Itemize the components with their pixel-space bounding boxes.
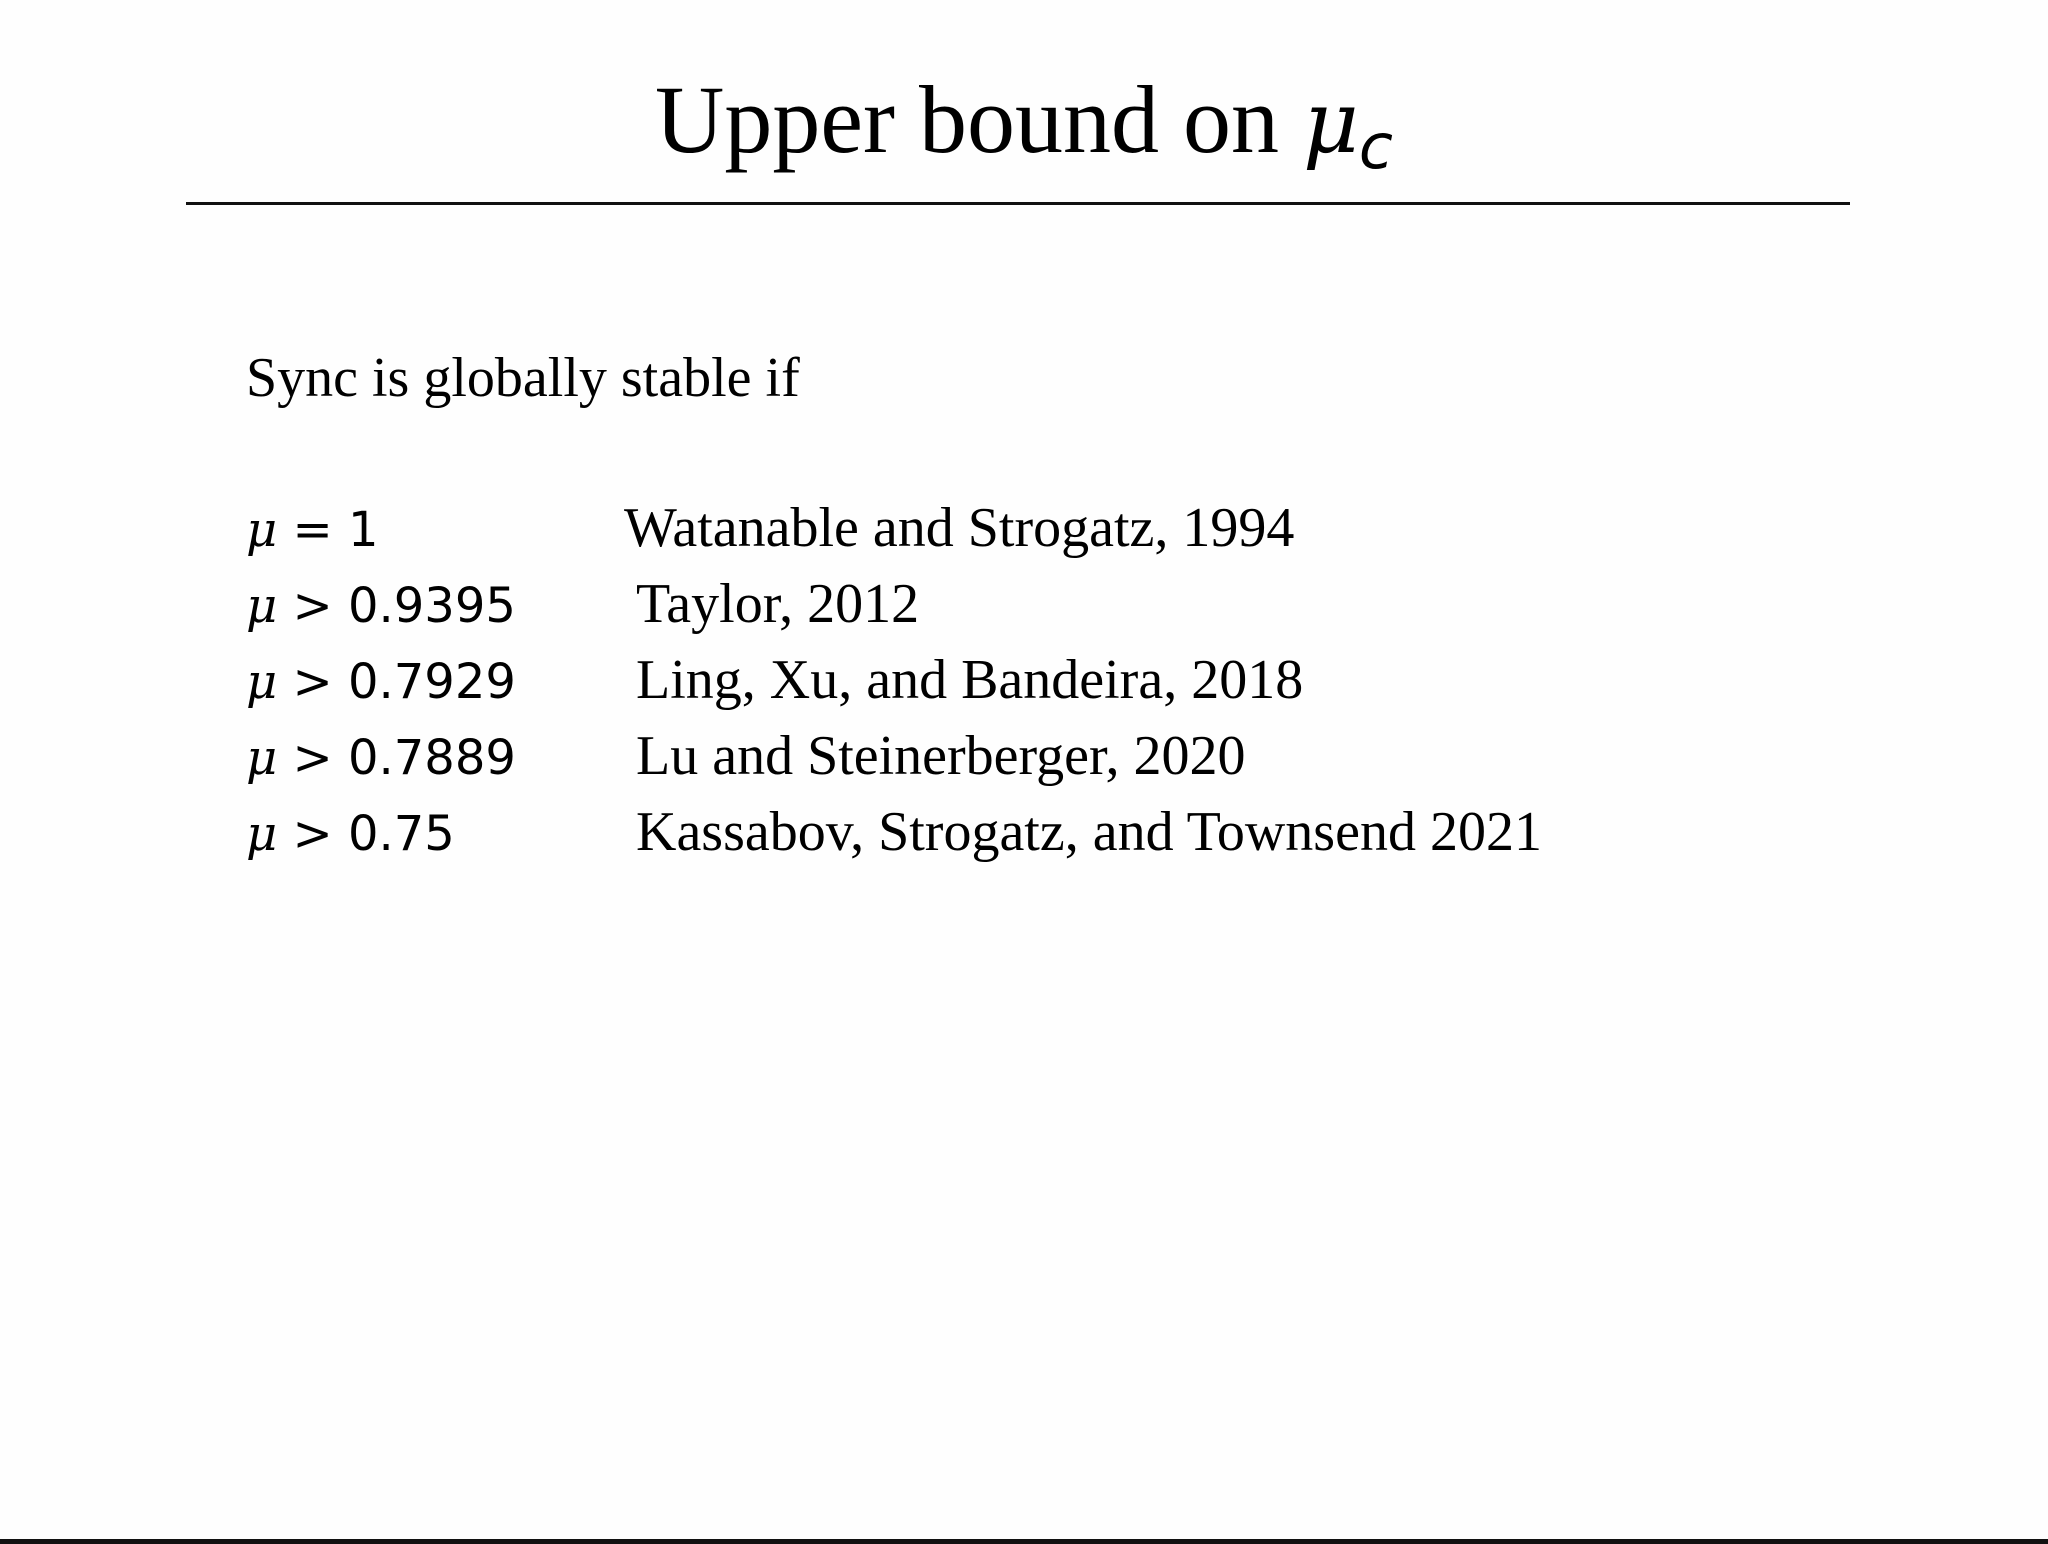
mu-symbol: μ bbox=[246, 730, 278, 786]
slide-title-subscript: c bbox=[1358, 110, 1393, 183]
intro-text: Sync is globally stable if bbox=[246, 347, 800, 409]
result-condition bbox=[246, 568, 516, 644]
result-row bbox=[0, 644, 2048, 720]
condition-value: > 0.75 bbox=[277, 806, 455, 862]
slide-title-text: Upper bound on bbox=[655, 66, 1279, 173]
mu-symbol: μ bbox=[246, 806, 278, 862]
mu-symbol: μ bbox=[246, 578, 278, 634]
result-row bbox=[0, 796, 2048, 872]
slide-title-mu-symbol: μ bbox=[1302, 73, 1359, 173]
condition-value: > 0.7889 bbox=[277, 730, 516, 786]
result-row bbox=[0, 492, 2048, 568]
title-divider bbox=[186, 202, 1850, 205]
bottom-border bbox=[0, 1539, 2048, 1544]
result-row bbox=[0, 720, 2048, 796]
mu-symbol: μ bbox=[246, 502, 278, 558]
condition-value: > 0.7929 bbox=[277, 654, 516, 710]
result-reference: Lu and Steinerberger, 2020 bbox=[636, 725, 1246, 787]
result-reference: Kassabov, Strogatz, and Townsend 2021 bbox=[636, 801, 1542, 863]
result-condition bbox=[246, 720, 516, 796]
result-condition bbox=[246, 492, 378, 568]
result-reference: Taylor, 2012 bbox=[636, 573, 920, 635]
condition-value: > 0.9395 bbox=[277, 578, 516, 634]
result-row bbox=[0, 568, 2048, 644]
result-reference: Watanable and Strogatz, 1994 bbox=[624, 497, 1295, 559]
result-reference: Ling, Xu, and Bandeira, 2018 bbox=[636, 649, 1304, 711]
condition-value: = 1 bbox=[277, 502, 379, 558]
result-condition bbox=[246, 644, 516, 720]
result-condition bbox=[246, 796, 455, 872]
mu-symbol: μ bbox=[246, 654, 278, 710]
slide-title bbox=[0, 60, 2048, 191]
